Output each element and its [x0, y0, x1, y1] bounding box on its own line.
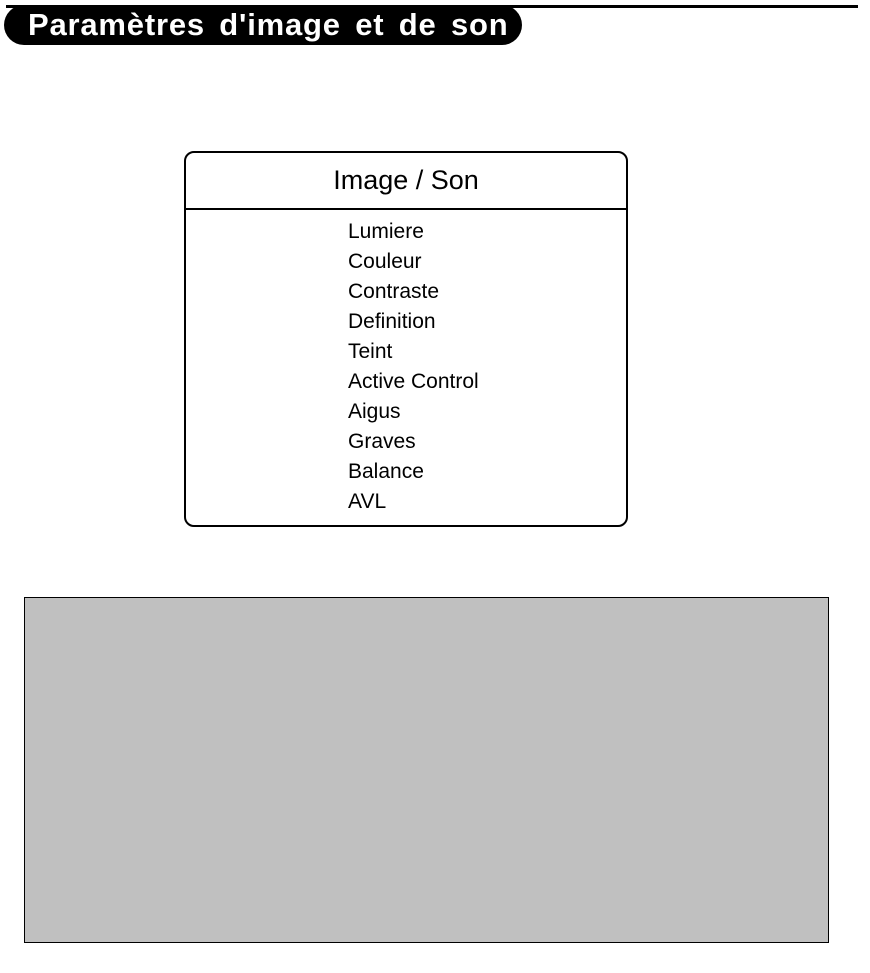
menu-item-active-control[interactable]: Active Control: [348, 370, 479, 393]
menu-item-couleur[interactable]: Couleur: [348, 250, 422, 273]
menu-item-lumiere[interactable]: Lumiere: [348, 220, 424, 243]
menu-item-balance[interactable]: Balance: [348, 460, 424, 483]
menu-item-aigus[interactable]: Aigus: [348, 400, 401, 423]
menu-item-definition[interactable]: Definition: [348, 310, 436, 333]
menu-item-avl[interactable]: AVL: [348, 490, 387, 513]
menu-item-contraste[interactable]: Contraste: [348, 280, 440, 303]
menu-item-graves[interactable]: Graves: [348, 430, 416, 453]
menu-title: Image / Son: [333, 165, 479, 195]
menu-header: [186, 153, 626, 210]
image-sound-menu: [184, 151, 628, 527]
menu-list: [348, 217, 479, 517]
section-title: Paramètres d'image et de son: [28, 7, 509, 42]
section-title-banner: [4, 5, 522, 45]
screen-placeholder: [24, 597, 829, 943]
menu-item-teint[interactable]: Teint: [348, 340, 393, 363]
